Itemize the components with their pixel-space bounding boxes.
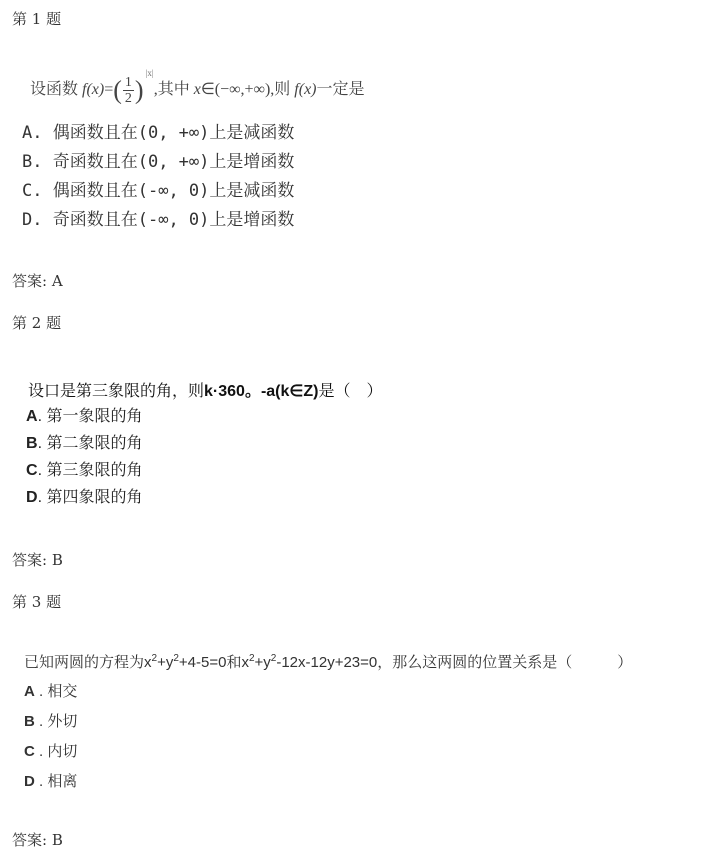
question-3-stem: 已知两圆的方程为$x^2+y^2+4-5=0$和$x^2+y^2-12x-12y+23=0$，那么这两圆的位置关系是（ ） [24, 653, 633, 671]
question-3-option-a: A . 相交 [24, 683, 78, 700]
function-notation: f(x) [82, 81, 105, 98]
question-2-option-a: A. 第一象限的角 [26, 408, 143, 425]
question-3-option-d: D . 相离 [24, 773, 78, 790]
question-1-option-c: C. 偶函数且在(-∞, 0)上是减函数 [22, 181, 295, 201]
question-1-label: 第 1 题 [12, 10, 62, 28]
question-2-label: 第 2 题 [12, 314, 62, 332]
stem-text: 设函数 [30, 81, 83, 98]
question-1-option-a: A. 偶函数且在(0, +∞)上是减函数 [22, 123, 295, 143]
question-2-option-c: C. 第三象限的角 [26, 462, 143, 479]
question-3-option-c: C . 内切 [24, 743, 78, 760]
question-1-option-d: D. 奇函数且在(-∞, 0)上是增函数 [22, 210, 295, 230]
fraction: $\frac{1}{2}$ [124, 74, 132, 106]
question-1-answer: 答案: A [12, 272, 63, 290]
question-2-stem: 设口是第三象限的角，则k·360。-a(k∈Z)是（ ） [28, 383, 383, 400]
exponent: |x| [145, 68, 154, 78]
question-2-option-b: B. 第二象限的角 [26, 435, 143, 452]
question-3-label: 第 3 题 [12, 593, 62, 611]
question-1-option-b: B. 奇函数且在(0, +∞)上是增函数 [22, 152, 295, 172]
question-3-option-b: B . 外切 [24, 713, 78, 730]
question-2-answer: 答案: B [12, 551, 63, 569]
question-2-option-d: D. 第四象限的角 [26, 489, 143, 506]
question-3-answer: 答案: B [12, 831, 63, 849]
question-1-stem: 设函数 f(x)=( $\frac{1}{2}$ )$^{|x|}$,其中 x∈(−∞,+∞),则 f(x)一定是 [30, 68, 365, 106]
equals-sign: = [104, 81, 114, 98]
